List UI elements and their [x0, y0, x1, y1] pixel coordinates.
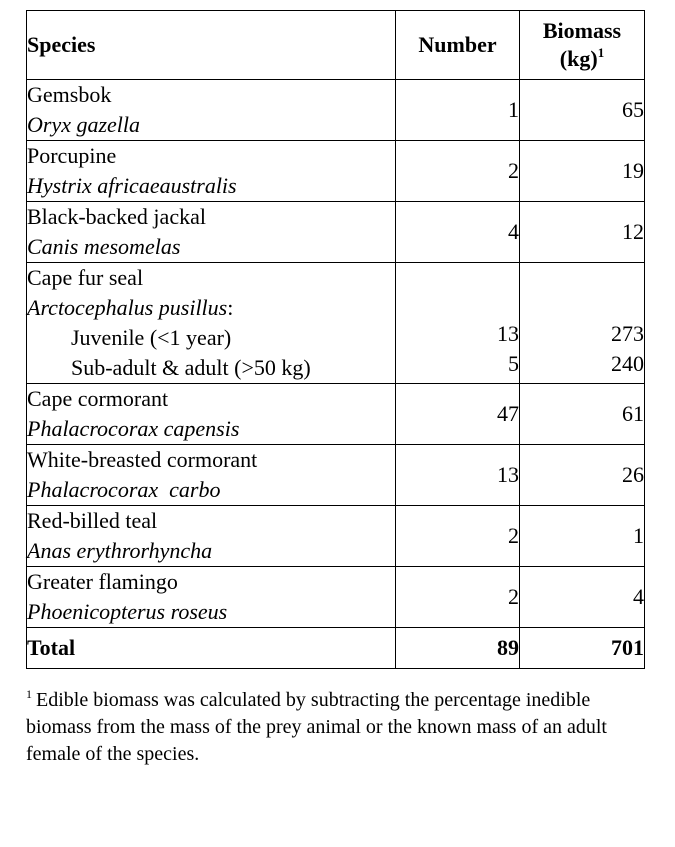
table-row [27, 202, 645, 263]
table-row [27, 567, 645, 628]
footnote [26, 687, 626, 768]
common-name: Cape fur seal [27, 265, 144, 290]
species-cell [27, 445, 396, 506]
total-label: Total [27, 628, 396, 669]
biomass-cell [520, 263, 645, 384]
scientific-name: Phalacrocorax capensis [27, 416, 240, 441]
number-cell: 1 [396, 80, 520, 141]
header-row [27, 11, 645, 80]
scientific-name [27, 293, 395, 323]
header-biomass-note: 1 [597, 45, 605, 60]
scientific-name: Phalacrocorax carbo [27, 477, 221, 502]
sub-category-adult: Sub-adult & adult (>50 kg) [71, 355, 311, 380]
table-row [27, 263, 645, 384]
document [26, 10, 644, 768]
biomass-adult: 240 [611, 351, 644, 376]
number-adult: 5 [508, 351, 519, 376]
scientific-name: Canis mesomelas [27, 234, 181, 259]
number-cell: 2 [396, 141, 520, 202]
footnote-text: Edible biomass was calculated by subtracting the percentage inedible biomass from the mass of the prey animal or the known mass of an adult female of the species. [26, 689, 607, 765]
scientific-name-suffix: : [227, 295, 234, 320]
header-biomass-line2: (kg) [559, 46, 598, 71]
biomass-cell: 65 [520, 80, 645, 141]
biomass-cell: 1 [520, 506, 645, 567]
scientific-name: Phoenicopterus roseus [27, 599, 228, 624]
common-name: White-breasted cormorant [27, 447, 258, 472]
species-cell [27, 141, 396, 202]
species-cell [27, 506, 396, 567]
species-cell [27, 80, 396, 141]
biomass-cell: 26 [520, 445, 645, 506]
number-cell: 13 [396, 445, 520, 506]
sub-category-juvenile: Juvenile (<1 year) [71, 325, 232, 350]
common-name: Porcupine [27, 143, 117, 168]
table-row [27, 141, 645, 202]
species-cell [27, 202, 396, 263]
number-cell: 47 [396, 384, 520, 445]
common-name: Gemsbok [27, 82, 112, 107]
biomass-juvenile: 273 [611, 321, 644, 346]
scientific-name: Anas erythrorhyncha [27, 538, 213, 563]
common-name: Cape cormorant [27, 386, 169, 411]
biomass-cell: 4 [520, 567, 645, 628]
header-biomass-line1: Biomass [542, 18, 622, 43]
scientific-name-text: Arctocephalus pusillus [27, 295, 228, 320]
common-name: Black-backed jackal [27, 204, 206, 229]
species-cell [27, 384, 396, 445]
scientific-name: Hystrix africaeaustralis [27, 173, 237, 198]
table-row [27, 506, 645, 567]
scientific-name: Oryx gazella [27, 112, 141, 137]
number-cell: 2 [396, 567, 520, 628]
species-cell [27, 567, 396, 628]
number-cell [396, 263, 520, 384]
biomass-cell: 19 [520, 141, 645, 202]
number-cell: 2 [396, 506, 520, 567]
header-number: Number [396, 11, 520, 80]
table-row [27, 384, 645, 445]
common-name: Greater flamingo [27, 569, 178, 594]
biomass-cell: 12 [520, 202, 645, 263]
number-cell: 4 [396, 202, 520, 263]
header-biomass [520, 11, 645, 80]
table-row [27, 80, 645, 141]
species-biomass-table [26, 10, 645, 669]
footnote-marker: 1 [26, 687, 32, 701]
number-juvenile: 13 [497, 321, 519, 346]
header-species: Species [27, 11, 396, 80]
species-cell [27, 263, 396, 384]
biomass-cell: 61 [520, 384, 645, 445]
total-row [27, 628, 645, 669]
common-name: Red-billed teal [27, 508, 158, 533]
total-number: 89 [396, 628, 520, 669]
total-biomass: 701 [520, 628, 645, 669]
table-row [27, 445, 645, 506]
